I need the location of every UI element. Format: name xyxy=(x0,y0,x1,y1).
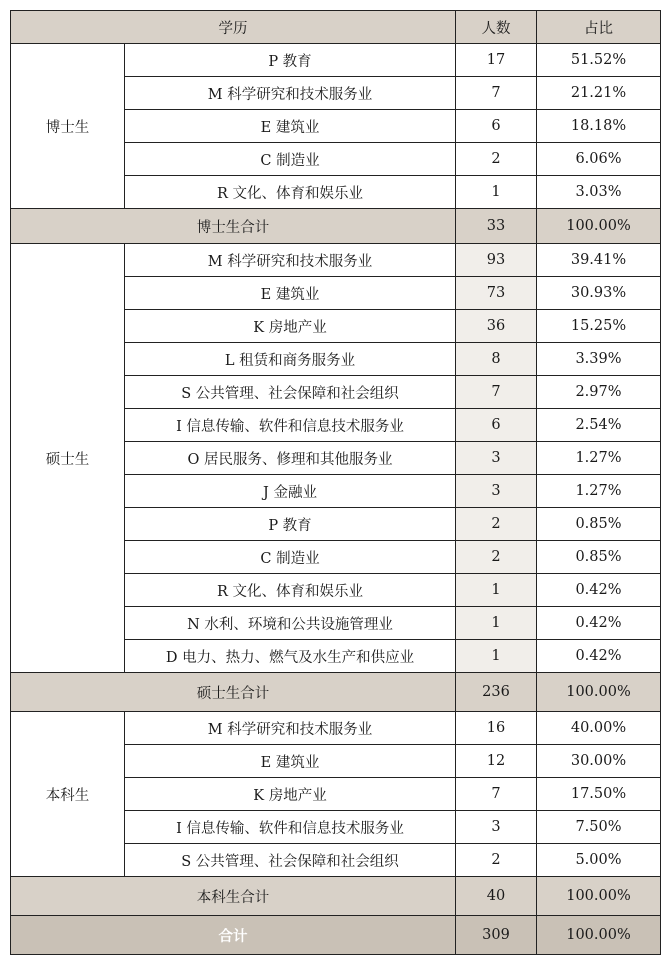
industry-cell: R 文化、体育和娱乐业 xyxy=(125,176,456,209)
ratio-cell: 0.85% xyxy=(537,541,661,574)
ratio-cell: 0.42% xyxy=(537,640,661,673)
ratio-cell: 17.50% xyxy=(537,778,661,811)
count-cell: 8 xyxy=(456,343,537,376)
ratio-cell: 3.03% xyxy=(537,176,661,209)
subtotal-ratio: 100.00% xyxy=(537,209,661,244)
count-cell: 6 xyxy=(456,409,537,442)
employment-table xyxy=(10,10,661,955)
subtotal-count: 33 xyxy=(456,209,537,244)
table-row xyxy=(11,44,661,77)
industry-cell: C 制造业 xyxy=(125,541,456,574)
industry-cell: M 科学研究和技术服务业 xyxy=(125,244,456,277)
industry-cell: R 文化、体育和娱乐业 xyxy=(125,574,456,607)
industry-cell: S 公共管理、社会保障和社会组织 xyxy=(125,376,456,409)
count-cell: 2 xyxy=(456,508,537,541)
subtotal-ratio: 100.00% xyxy=(537,673,661,712)
industry-cell: M 科学研究和技术服务业 xyxy=(125,712,456,745)
count-cell: 6 xyxy=(456,110,537,143)
count-cell: 1 xyxy=(456,574,537,607)
ratio-cell: 30.00% xyxy=(537,745,661,778)
industry-cell: M 科学研究和技术服务业 xyxy=(125,77,456,110)
count-cell: 17 xyxy=(456,44,537,77)
header-row xyxy=(11,11,661,44)
ratio-cell: 30.93% xyxy=(537,277,661,310)
count-cell: 3 xyxy=(456,811,537,844)
grand-total-row xyxy=(11,916,661,955)
header-count: 人数 xyxy=(456,11,537,44)
ratio-cell: 0.42% xyxy=(537,574,661,607)
subtotal-ratio: 100.00% xyxy=(537,877,661,916)
ratio-cell: 5.00% xyxy=(537,844,661,877)
industry-cell: J 金融业 xyxy=(125,475,456,508)
subtotal-label: 硕士生合计 xyxy=(11,673,456,712)
table-row xyxy=(11,244,661,277)
subtotal-label: 博士生合计 xyxy=(11,209,456,244)
grand-total-ratio: 100.00% xyxy=(537,916,661,955)
industry-cell: E 建筑业 xyxy=(125,745,456,778)
count-cell: 3 xyxy=(456,475,537,508)
ratio-cell: 6.06% xyxy=(537,143,661,176)
industry-cell: K 房地产业 xyxy=(125,310,456,343)
count-cell: 3 xyxy=(456,442,537,475)
industry-cell: L 租赁和商务服务业 xyxy=(125,343,456,376)
subtotal-count: 40 xyxy=(456,877,537,916)
ratio-cell: 0.42% xyxy=(537,607,661,640)
ratio-cell: 39.41% xyxy=(537,244,661,277)
subtotal-row-phd xyxy=(11,209,661,244)
count-cell: 36 xyxy=(456,310,537,343)
ratio-cell: 51.52% xyxy=(537,44,661,77)
count-cell: 7 xyxy=(456,778,537,811)
group-label-phd: 博士生 xyxy=(11,44,125,209)
count-cell: 2 xyxy=(456,541,537,574)
industry-cell: P 教育 xyxy=(125,44,456,77)
count-cell: 73 xyxy=(456,277,537,310)
ratio-cell: 21.21% xyxy=(537,77,661,110)
industry-cell: D 电力、热力、燃气及水生产和供应业 xyxy=(125,640,456,673)
subtotal-row-master xyxy=(11,673,661,712)
ratio-cell: 1.27% xyxy=(537,475,661,508)
count-cell: 2 xyxy=(456,143,537,176)
ratio-cell: 3.39% xyxy=(537,343,661,376)
count-cell: 7 xyxy=(456,77,537,110)
industry-cell: S 公共管理、社会保障和社会组织 xyxy=(125,844,456,877)
count-cell: 12 xyxy=(456,745,537,778)
industry-cell: N 水利、环境和公共设施管理业 xyxy=(125,607,456,640)
ratio-cell: 18.18% xyxy=(537,110,661,143)
subtotal-count: 236 xyxy=(456,673,537,712)
ratio-cell: 15.25% xyxy=(537,310,661,343)
header-ratio: 占比 xyxy=(537,11,661,44)
ratio-cell: 2.54% xyxy=(537,409,661,442)
group-label-master: 硕士生 xyxy=(11,244,125,673)
count-cell: 93 xyxy=(456,244,537,277)
count-cell: 1 xyxy=(456,640,537,673)
count-cell: 7 xyxy=(456,376,537,409)
count-cell: 1 xyxy=(456,176,537,209)
industry-cell: E 建筑业 xyxy=(125,110,456,143)
table-row xyxy=(11,712,661,745)
industry-cell: O 居民服务、修理和其他服务业 xyxy=(125,442,456,475)
count-cell: 2 xyxy=(456,844,537,877)
industry-cell: E 建筑业 xyxy=(125,277,456,310)
group-label-bachelor: 本科生 xyxy=(11,712,125,877)
header-education: 学历 xyxy=(11,11,456,44)
subtotal-label: 本科生合计 xyxy=(11,877,456,916)
ratio-cell: 1.27% xyxy=(537,442,661,475)
subtotal-row-bachelor xyxy=(11,877,661,916)
industry-cell: P 教育 xyxy=(125,508,456,541)
industry-cell: K 房地产业 xyxy=(125,778,456,811)
industry-cell: C 制造业 xyxy=(125,143,456,176)
ratio-cell: 0.85% xyxy=(537,508,661,541)
ratio-cell: 2.97% xyxy=(537,376,661,409)
ratio-cell: 40.00% xyxy=(537,712,661,745)
ratio-cell: 7.50% xyxy=(537,811,661,844)
industry-cell: I 信息传输、软件和信息技术服务业 xyxy=(125,409,456,442)
grand-total-count: 309 xyxy=(456,916,537,955)
grand-total-label: 合计 xyxy=(11,916,456,955)
count-cell: 16 xyxy=(456,712,537,745)
industry-cell: I 信息传输、软件和信息技术服务业 xyxy=(125,811,456,844)
count-cell: 1 xyxy=(456,607,537,640)
